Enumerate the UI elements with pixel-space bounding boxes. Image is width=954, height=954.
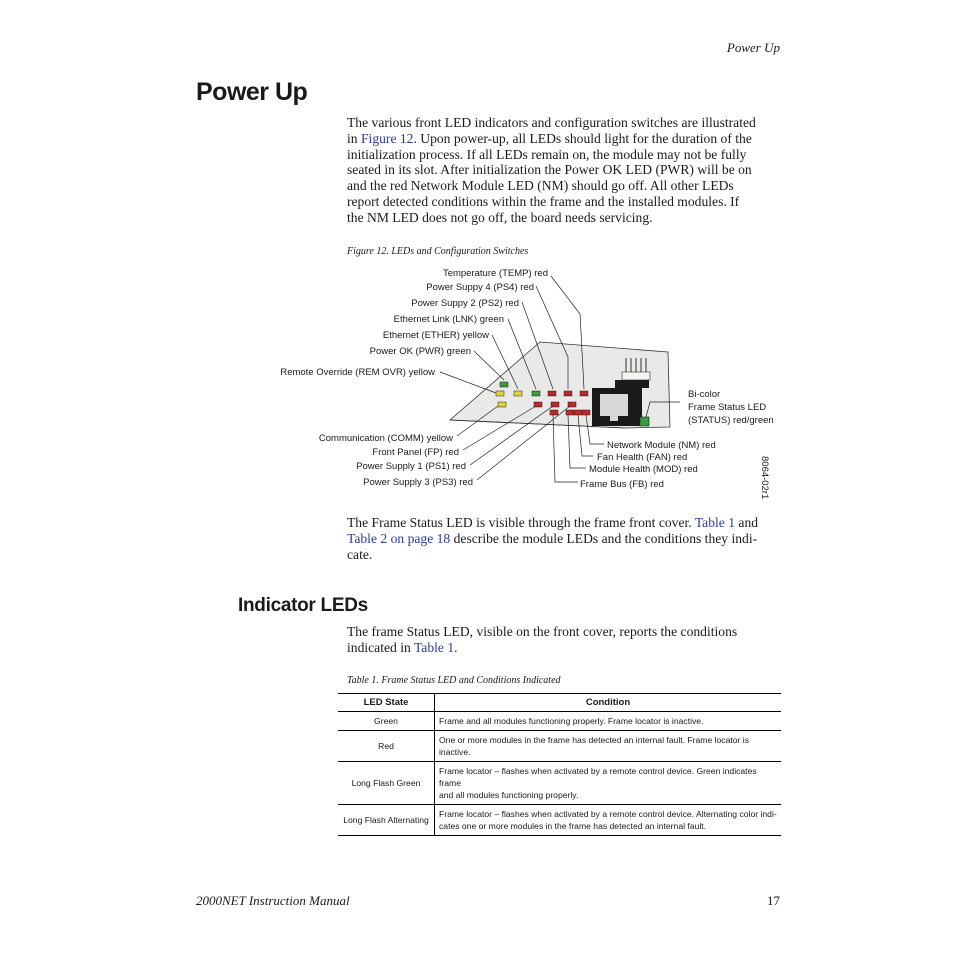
column-header-led-state: LED State — [338, 694, 435, 712]
condition-line: One or more modules in the frame has detected an internal fault. Frame locator is inactive. — [439, 735, 750, 757]
table-caption: Table 1. Frame Status LED and Conditions Indicated — [347, 675, 561, 686]
label-fan: Fan Health (FAN) red — [597, 452, 688, 463]
led-temp — [580, 391, 588, 396]
condition-line: Frame locator – flashes when activated by a remote control device. Alternating color indi- — [439, 809, 777, 819]
running-head: Power Up — [726, 40, 780, 55]
header-block — [615, 380, 649, 388]
label-comm: Communication (COMM) yellow — [318, 433, 453, 444]
table-row — [338, 712, 781, 731]
paragraph-line: and the red Network Module LED (NM) should go off. All other LEDs — [347, 178, 734, 194]
led-diagram-svg — [270, 262, 790, 502]
led-fb — [550, 410, 558, 415]
condition-cell — [435, 712, 782, 731]
led-mod — [566, 410, 574, 415]
led-state-cell: Red — [338, 731, 435, 762]
label-ps3: Power Supply 3 (PS3) red — [363, 477, 473, 488]
text-run: . — [454, 639, 458, 655]
frame-status-paragraph — [347, 515, 781, 562]
label-bicolor: Bi-color — [688, 389, 721, 400]
paragraph-line — [347, 640, 781, 656]
label-lnk: Ethernet Link (LNK) green — [393, 314, 504, 325]
text-run: describe the module LEDs and the conditions they indi- — [450, 530, 758, 546]
section-title-indicator-leds: Indicator LEDs — [238, 595, 368, 616]
section-title-power-up: Power Up — [196, 78, 308, 106]
label-rem-ovr: Remote Override (REM OVR) yellow — [280, 367, 435, 378]
label-fp: Front Panel (FP) red — [372, 447, 459, 458]
page-number: 17 — [767, 893, 780, 908]
led-fan — [574, 410, 582, 415]
paragraph-line: The frame Status LED, visible on the front cover, reports the conditions — [347, 624, 738, 639]
led-pwr — [500, 382, 508, 387]
label-mod: Module Health (MOD) red — [589, 464, 698, 475]
paragraph-line — [347, 531, 781, 547]
condition-line: Frame locator – flashes when activated by a remote control device. Green indicates frame — [439, 766, 757, 788]
label-temp: Temperature (TEMP) red — [442, 268, 548, 279]
label-pwr: Power OK (PWR) green — [369, 346, 471, 357]
table-1-link[interactable]: Table 1 — [413, 639, 455, 655]
paragraph-line — [347, 131, 781, 147]
led-ether — [514, 391, 522, 396]
table-row — [338, 731, 781, 762]
led-nm — [582, 410, 590, 415]
text-run: . Upon power-up, all LEDs should light for the duration of the — [413, 130, 752, 146]
column-header-condition: Condition — [435, 694, 782, 712]
paragraph-line: The various front LED indicators and configuration switches are illustrated — [347, 115, 756, 130]
led-rem-ovr — [496, 391, 504, 396]
label-fb: Frame Bus (FB) red — [580, 479, 664, 490]
frame-status-led — [640, 417, 649, 426]
footer-manual-title: 2000NET Instruction Manual — [196, 893, 350, 908]
figure-12-link[interactable]: Figure 12 — [360, 130, 414, 146]
led-lnk — [532, 391, 540, 396]
led-state-cell: Green — [338, 712, 435, 731]
paragraph-line — [347, 515, 781, 531]
led-ps4 — [564, 391, 572, 396]
figure-caption: Figure 12. LEDs and Configuration Switches — [347, 246, 529, 257]
table-header-row — [338, 694, 781, 712]
figure-12-led-diagram — [270, 262, 790, 502]
label-ps2: Power Suppy 2 (PS2) red — [411, 298, 519, 309]
label-ps4: Power Suppy 4 (PS4) red — [426, 282, 534, 293]
frame-status-table — [338, 693, 781, 836]
text-run: The Frame Status LED is visible through the frame front cover. — [347, 515, 695, 530]
paragraph-line: cate. — [347, 546, 373, 562]
label-frame-status: Frame Status LED — [688, 402, 767, 413]
label-status-color: (STATUS) red/green — [688, 415, 774, 426]
table-row — [338, 762, 781, 805]
paragraph-line: initialization process. If all LEDs remain on, the module may not be fully — [347, 146, 747, 162]
paragraph-line: the NM LED does not go off, the board needs servicing. — [347, 209, 653, 225]
label-ps1: Power Supply 1 (PS1) red — [356, 461, 466, 472]
text-run: and — [735, 515, 759, 530]
label-nm: Network Module (NM) red — [607, 440, 716, 451]
condition-cell — [435, 805, 782, 836]
table-1-link[interactable]: Table 1 — [694, 515, 736, 530]
figure-id: 8064-02r1 — [759, 456, 770, 500]
label-ether: Ethernet (ETHER) yellow — [382, 330, 489, 341]
condition-line: and all modules functioning properly. — [439, 790, 579, 800]
led-state-cell: Long Flash Alternating — [338, 805, 435, 836]
paragraph-line: seated in its slot. After initialization the Power OK LED (PWR) will be on — [347, 162, 752, 178]
paragraph-line: report detected conditions within the frame and the installed modules. If — [347, 193, 740, 209]
ethernet-jack-icon — [592, 388, 642, 426]
text-run: in — [347, 130, 361, 146]
condition-cell — [435, 762, 782, 805]
condition-cell — [435, 731, 782, 762]
led-comm — [498, 402, 506, 407]
condition-line: cates one or more modules in the frame has detected an internal fault. — [439, 821, 707, 831]
text-run: indicated in — [347, 639, 414, 655]
led-ps2 — [548, 391, 556, 396]
power-up-paragraph — [347, 115, 781, 226]
table-2-link[interactable]: Table 2 on page 18 — [347, 530, 451, 546]
indicator-leds-paragraph — [347, 624, 781, 656]
condition-line: Frame and all modules functioning properly. Frame locator is inactive. — [439, 716, 704, 726]
led-state-cell: Long Flash Green — [338, 762, 435, 805]
table-row — [338, 805, 781, 836]
